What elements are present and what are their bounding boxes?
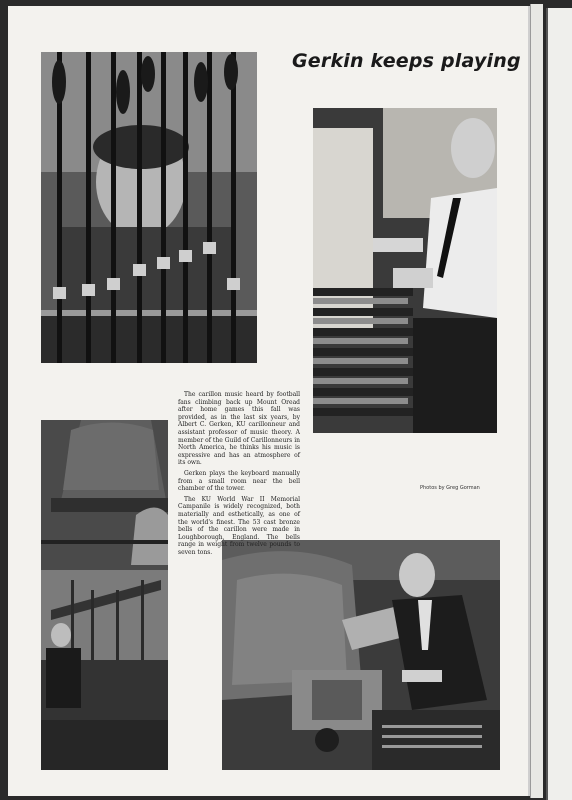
- article-body: [178, 391, 300, 559]
- article-headline: Gerkin keeps playing: [292, 50, 521, 72]
- photo-bell-tower-interior: [41, 420, 168, 770]
- photo-credit: Photos by Greg Gorman: [420, 485, 480, 491]
- article-paragraph: The KU World War II Memorial Campanile is widely recognized, both materially and esthetically, as one of the world's finest. The 53 cast bronze bells of the carillon were made in Loughborough, England. The bells range in weight from twelve pounds to seven tons.: [178, 495, 300, 556]
- photo-carillonneur-behind-clappers: [41, 52, 257, 363]
- bleed-through: [60, 385, 170, 399]
- page-edge: [530, 4, 543, 798]
- article-paragraph: The carillon music heard by football fans climbing back up Mount Oread after home games this fall was provided, as in the last six years, by Albert C. Gerken, KU carillonneur and assistant professor of music theory. A member of the Guild of Carillonneurs in North America, he thinks his music is expressive and has an atmosphere of its own.: [178, 391, 300, 467]
- photo-carillonneur-beside-bell: [222, 540, 500, 770]
- adjacent-page-edge: [546, 8, 572, 800]
- article-paragraph: Gerken plays the keyboard manually from a small room near the bell chamber of the tower.: [178, 469, 300, 493]
- photo-carillonneur-at-keyboard: [313, 108, 497, 433]
